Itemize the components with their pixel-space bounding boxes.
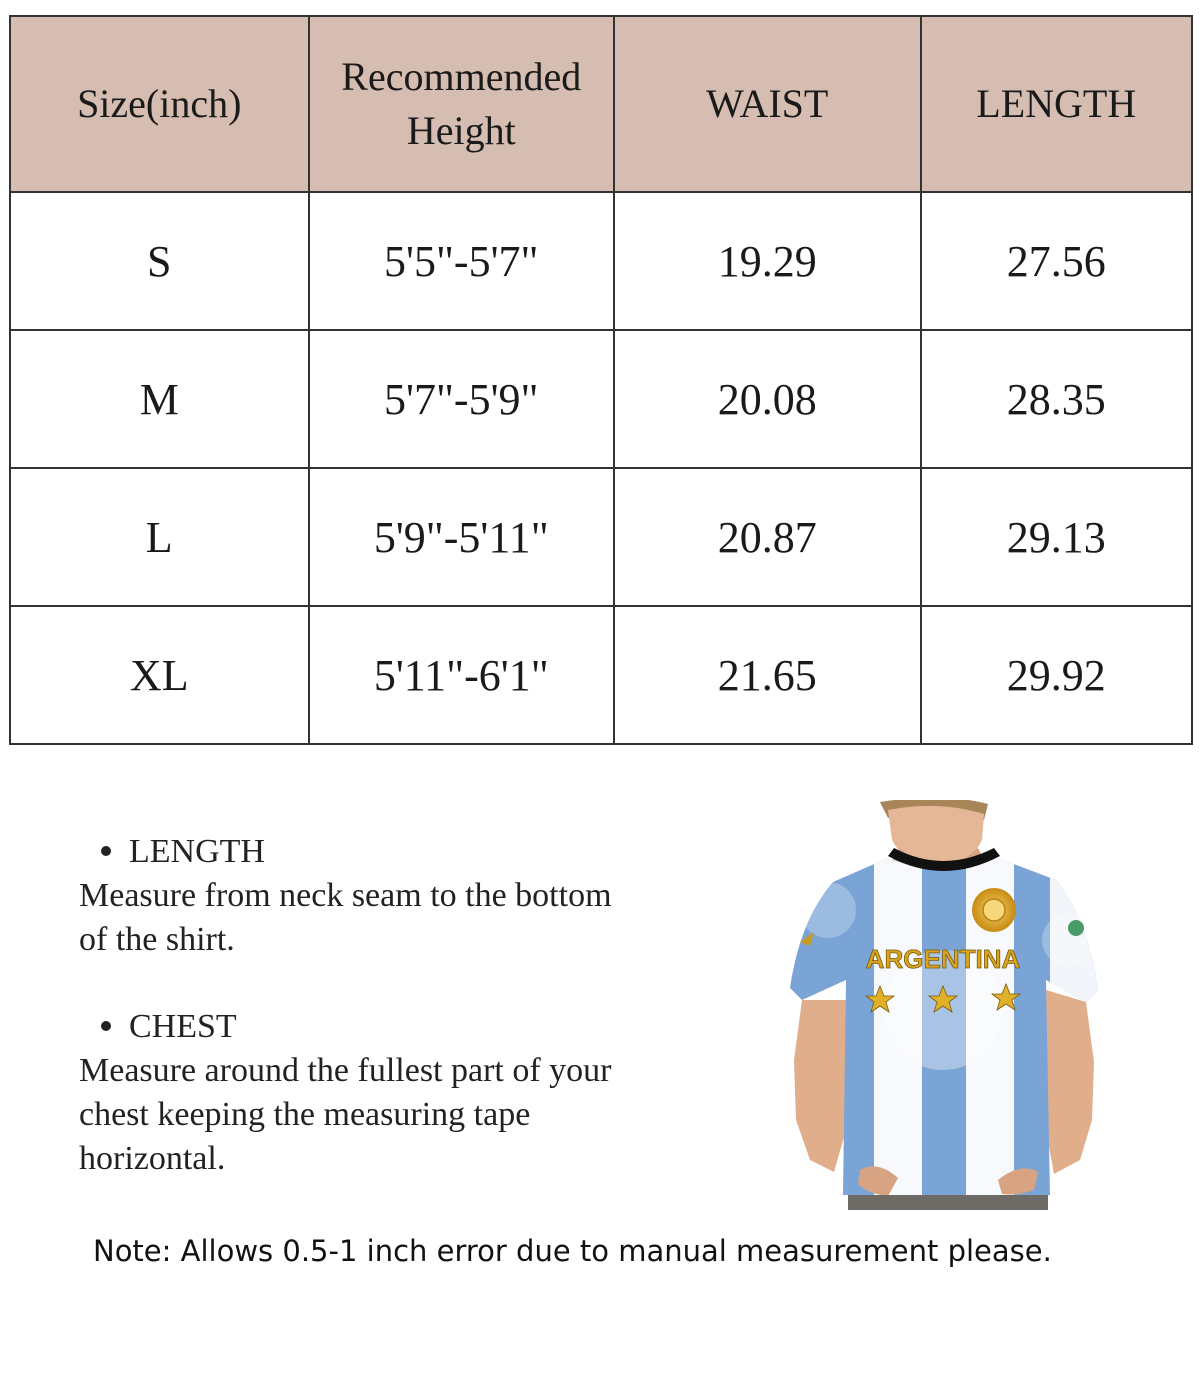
length-heading <box>79 830 719 874</box>
cell-waist: 20.08 <box>614 330 921 468</box>
chest-description-line: horizontal. <box>79 1140 226 1177</box>
sleeve-badge-icon <box>1068 920 1084 936</box>
cell-length: 29.92 <box>921 606 1192 744</box>
cell-height: 5'5"-5'7" <box>309 192 615 330</box>
cell-length: 28.35 <box>921 330 1192 468</box>
chest-description-line: Measure around the fullest part of your <box>79 1052 612 1089</box>
cell-waist: 21.65 <box>614 606 921 744</box>
table-row <box>10 606 1192 744</box>
cell-length: 27.56 <box>921 192 1192 330</box>
cell-height: 5'7"-5'9" <box>309 330 615 468</box>
size-chart-table <box>9 15 1193 745</box>
cell-size: M <box>10 330 309 468</box>
measurement-instructions <box>79 830 719 1181</box>
cell-size: S <box>10 192 309 330</box>
cell-height: 5'11"-6'1" <box>309 606 615 744</box>
cell-length: 29.13 <box>921 468 1192 606</box>
table-row <box>10 330 1192 468</box>
measurement-note: Note: Allows 0.5-1 inch error due to manual measurement please. <box>93 1234 1052 1268</box>
length-description-line: of the shirt. <box>79 921 235 958</box>
header-waist: WAIST <box>614 16 921 192</box>
chest-heading-text: CHEST <box>129 1008 237 1045</box>
header-height-line1: Recommended <box>341 54 582 99</box>
chest-heading <box>79 1005 719 1049</box>
chest-description-line: chest keeping the measuring tape <box>79 1096 531 1133</box>
header-size: Size(inch) <box>10 16 309 192</box>
table-header-row <box>10 16 1192 192</box>
cell-size: XL <box>10 606 309 744</box>
shirt-model-image <box>788 800 1100 1210</box>
shirt-print-text: ARGENTINA <box>865 944 1021 974</box>
cell-height: 5'9"-5'11" <box>309 468 615 606</box>
table-row <box>10 192 1192 330</box>
table-row <box>10 468 1192 606</box>
header-length: LENGTH <box>921 16 1192 192</box>
cell-size: L <box>10 468 309 606</box>
cell-waist: 20.87 <box>614 468 921 606</box>
bullet-icon <box>101 846 111 856</box>
header-height-line2: Height <box>406 108 516 153</box>
cell-waist: 19.29 <box>614 192 921 330</box>
bullet-icon <box>101 1021 111 1031</box>
header-recommended-height <box>309 16 615 192</box>
length-heading-text: LENGTH <box>129 833 265 870</box>
length-description-line: Measure from neck seam to the bottom <box>79 877 612 914</box>
sun-emblem-icon <box>972 888 1016 932</box>
